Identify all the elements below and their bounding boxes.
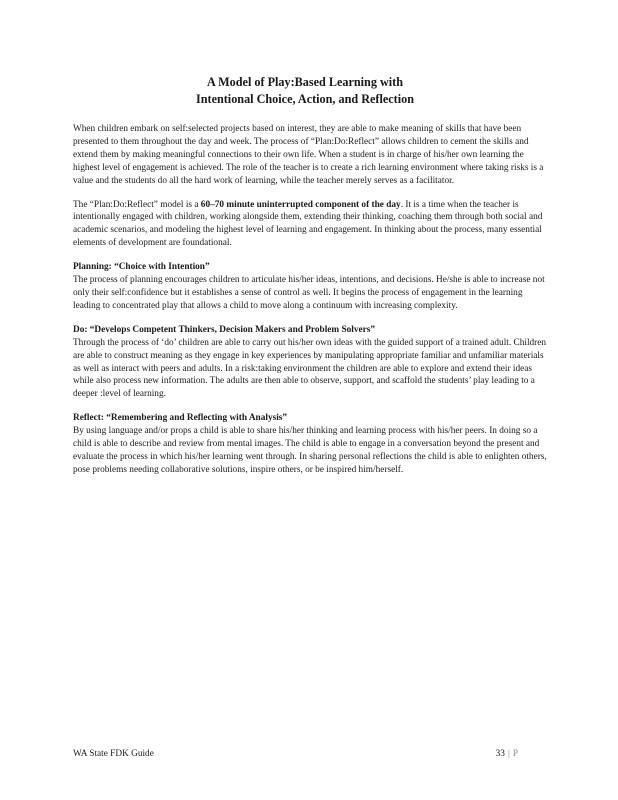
intro-paragraph-2-start: The “Plan:Do:Reflect” model is a <box>73 199 201 210</box>
intro-paragraph-2 <box>73 199 551 251</box>
reflect-heading: Reflect: “Remembering and Reflecting with Analysis” <box>73 413 288 424</box>
page-label: P <box>512 749 518 759</box>
planning-section <box>73 261 551 313</box>
intro-paragraph-2-end: . It is a time when the teacher is intentionally engaged with children, working alongside them, extending their thinking, coaching them through both social and academic scenarios, and modeling the highest level of learning and engagement. In thinking about the process, many essential elements of development are foundational. <box>73 199 543 249</box>
planning-body: The process of planning encourages children to articulate his/her ideas, intentions, and decisions. He/she is able to increase not only their self:confidence but it establishes a sense of control as well. It begins the process of engagement in the learning leading to concentrated play that allows a child to move along a continuum with increasing complexity. <box>73 275 545 311</box>
document-title <box>150 74 460 108</box>
reflect-body: By using language and/or props a child is able to share his/her thinking and learning process with his/her peers. In doing so a child is able to describe and review from mental images. The child is able to engage in a conversation beyond the present and evaluate the process in which his/her learning went through. In sharing personal reflections the child is able to enlighten others, pose problems needing collaborative solutions, inspire others, or be inspired him/herself. <box>73 426 547 475</box>
do-section <box>73 324 551 401</box>
intro-paragraph-2-emphasis: 60–70 minute uninterrupted component of the day <box>200 199 401 210</box>
do-heading: Do: “Develops Competent Thinkers, Decision Makers and Problem Solvers” <box>73 324 376 335</box>
intro-paragraph-1: When children embark on self:selected projects based on interest, they are able to make meaning of skills that have been presented to them throughout the day and week. The process of “Plan:Do:Reflect” allows children to cement the skills and extend them by making meaningful connections to their own life. When a student is in charge of his/her own learning the highest level of engagement is achieved. The role of the teacher is to create a rich learning environment where taking risks is a value and the students do all the hard work of learning, while the teacher merely serves as a facilitator. <box>73 124 544 186</box>
document-body <box>73 123 551 488</box>
do-body: Through the process of ‘do’ children are able to carry out his/her own ideas with the guided support of a trained adult. Children are able to construct meaning as they engage in key experiences by manipulating appropriate familiar and unfamiliar materials as well as interact with peers and adults. In a risk:taking environment the children are able to explore and extend their ideas while also process new information. The adults are then able to observe, support, and scaffold the students’ play leading to a deeper :level of learning. <box>73 337 547 400</box>
footer-page-marker <box>496 748 518 760</box>
footer-guide-title: WA State FDK Guide <box>73 749 154 759</box>
planning-heading: Planning: “Choice with Intention” <box>73 262 210 273</box>
reflect-section <box>73 412 551 477</box>
title-line-1: A Model of Play:Based Learning with <box>206 75 404 89</box>
title-line-2: Intentional Choice, Action, and Reflection <box>195 92 415 106</box>
footer-separator: | <box>507 749 510 759</box>
page-number: 33 <box>495 749 505 759</box>
